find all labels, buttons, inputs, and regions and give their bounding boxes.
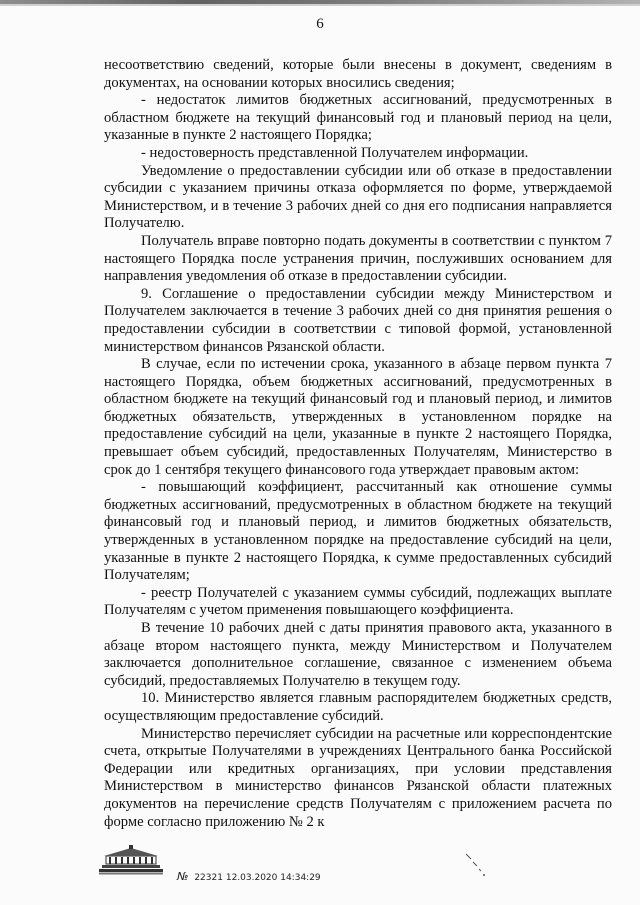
paragraph: Получатель вправе повторно подать документы в соответствии с пунктом 7 настоящего Порядка после устранения причин, послуживших основанием для направления уведомления об отказе в предоставлении субсидии. xyxy=(104,232,612,285)
scan-edge-shadow xyxy=(0,4,640,6)
paragraph: 10. Министерство является главным распорядителем бюджетных средств, осуществляющим предоставление субсидий. xyxy=(104,690,612,724)
paragraph: - повышающий коэффициент, рассчитанный как отношение суммы бюджетных ассигнований, предусмотренных в областном бюджете на текущий финансовый год и плановый период, и лимитов бюджетных обязательств, утвержденных в установленном порядке на предоставление субсидий на цели, указанные в пункте 2 настоящего Порядка, к сумме предоставленных субсидий Получателям; xyxy=(104,479,612,584)
paragraph: - недостоверность представленной Получателем информации. xyxy=(141,144,529,161)
paragraph: Уведомление о предоставлении субсидии или об отказе в предоставлении субсидии с указанием причины отказа оформляется по форме, утверждаемой Министерством, и в течение 3 рабочих дней со дня его подписания направляется Получателю. xyxy=(104,162,612,232)
paragraph: 9. Соглашение о предоставлении субсидии между Министерством и Получателем заключается в течение 3 рабочих дней со дня принятия решения о предоставлении субсидии в соответствии с типовой формой, установленной министерством финансов Рязанской области. xyxy=(104,285,612,355)
timestamp: 12.03.2020 14:34:29 xyxy=(225,873,321,883)
paragraph: - недостаток лимитов бюджетных ассигнований, предусмотренных в областном бюджете на текущий финансовый год и плановый период на цели, указанные в пункте 2 настоящего Порядка; xyxy=(104,92,612,144)
paragraph: В случае, если по истечении срока, указанного в абзаце первом пункта 7 настоящего Порядка, объем бюджетных ассигнований, предусмотренных в областном бюджете на текущий финансовый год и плановый период, и лимитов бюджетных обязательств, утвержденных в установленном порядке на предоставление субсидий на цели, указанные в пункте 2 настоящего Порядка, превышает объем субсидий, предоставленных Получателям, Министерство в срок до 1 сентября текущего финансового года утверждает правовым актом: xyxy=(104,356,612,478)
registration-stamp xyxy=(177,870,321,883)
paragraph: несоответствию сведений, которые были внесены в документ, сведениям в документах, на основании которых вносились сведения; xyxy=(104,57,612,91)
government-building-logo xyxy=(96,845,166,875)
paragraph: Министерство перечисляет субсидии на расчетные или корреспондентские счета, открытые Получателями в учреждениях Центрального банка Российской Федерации или кредитных организациях, при условии представления Министерством в министерство финансов Рязанской области платежных документов на перечисление средств Получателям с приложением расчета по форме согласно приложению № 2 к xyxy=(104,725,612,830)
paragraph: - реестр Получателей с указанием суммы субсидий, подлежащих выплате Получателям с учетом применения повышающего коэффициента. xyxy=(104,584,612,619)
scan-mark xyxy=(462,850,492,880)
page-number: 6 xyxy=(316,16,324,32)
number-sign: № xyxy=(177,870,189,883)
document-body xyxy=(104,57,612,831)
paragraph: В течение 10 рабочих дней с даты принятия правового акта, указанного в абзаце втором настоящего пункта, между Министерством и Получателем заключается дополнительное соглашение, связанное с изменением объема субсидий, предоставляемых Получателю в текущем году. xyxy=(104,620,612,689)
document-number: 22321 xyxy=(194,873,223,883)
